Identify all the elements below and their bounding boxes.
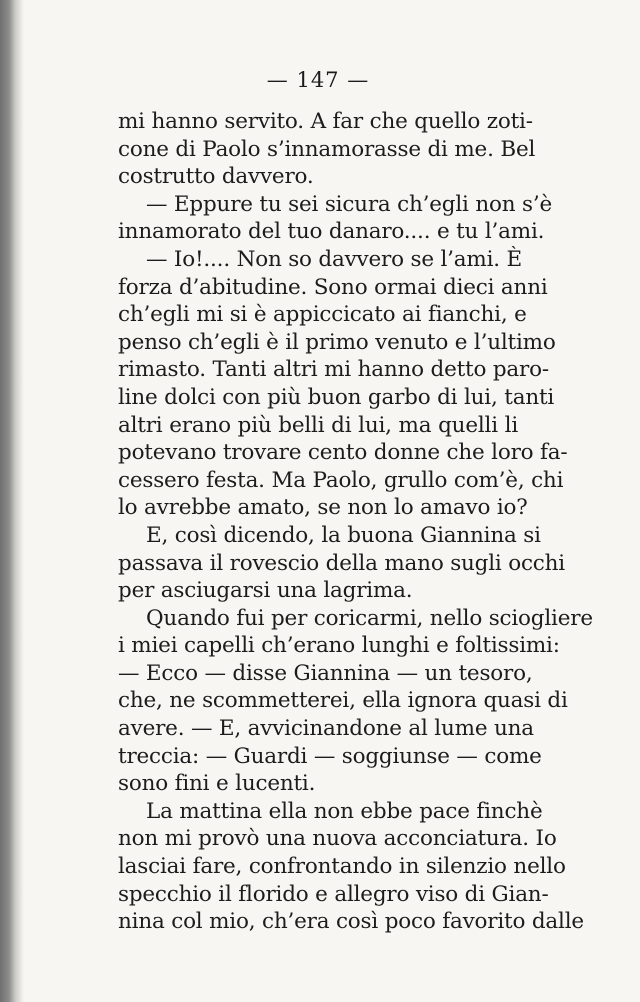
text-line: lasciai fare, confrontando in silenzio nello (118, 854, 566, 880)
text-line: — Io!.... Non so davvero se l’ami. È (146, 246, 523, 272)
page-binding-shadow (0, 0, 24, 1002)
text-line: specchio il florido e allegro viso di Gian- (118, 881, 549, 907)
text-line: nina col mio, ch’era così poco favorito dalle (118, 909, 584, 935)
text-line: cone di Paolo s’innamorasse di me. Bel (118, 136, 536, 162)
text-line: lo avrebbe amato, se non lo amavo io? (118, 495, 528, 521)
text-line: per asciugarsi una lagrima. (118, 578, 413, 604)
text-line: costrutto davvero. (118, 164, 314, 190)
book-page (118, 60, 593, 936)
text-line: cessero festa. Ma Paolo, grullo com’è, chi (118, 467, 564, 493)
text-block (118, 108, 593, 936)
text-line: — Eppure tu sei sicura ch’egli non s’è (146, 191, 553, 217)
text-line: mi hanno servito. A far che quello zoti- (118, 109, 533, 134)
page-number: — 147 — (266, 68, 370, 92)
text-line: potevano trovare cento donne che loro fa- (118, 440, 568, 466)
text-line: i miei capelli ch’erano lunghi e foltissimi: (118, 633, 560, 659)
text-line: innamorato del tuo danaro.... e tu l’ami. (118, 219, 545, 245)
text-line: rimasto. Tanti altri mi hanno detto paro- (118, 357, 549, 383)
text-line: forza d’abitudine. Sono ormai dieci anni (118, 274, 548, 300)
text-line: altri erano più belli di lui, ma quelli li (118, 412, 518, 438)
text-line: che, ne scommetterei, ella ignora quasi di (118, 688, 568, 714)
text-line: penso ch’egli è il primo venuto e l’ultimo (118, 329, 556, 355)
text-line: treccia: — Guardi — soggiunse — come (118, 743, 542, 769)
text-line: avere. — E, avvicinandone al lume una (118, 716, 534, 742)
text-line: — Ecco — disse Giannina — un tesoro, (118, 660, 533, 686)
text-line: line dolci con più buon garbo di lui, tanti (118, 384, 555, 410)
text-line: sono fini e lucenti. (118, 771, 316, 797)
text-line: E, così dicendo, la buona Giannina si (146, 522, 541, 548)
text-line: non mi provò una nuova acconciatura. Io (118, 826, 557, 852)
text-line: La mattina ella non ebbe pace finchè (146, 798, 543, 824)
text-line: ch’egli mi si è appiccicato ai fianchi, e (118, 302, 527, 328)
text-line: Quando fui per coricarmi, nello sciogliere (146, 605, 593, 631)
text-line: passava il rovescio della mano sugli occhi (118, 550, 565, 576)
